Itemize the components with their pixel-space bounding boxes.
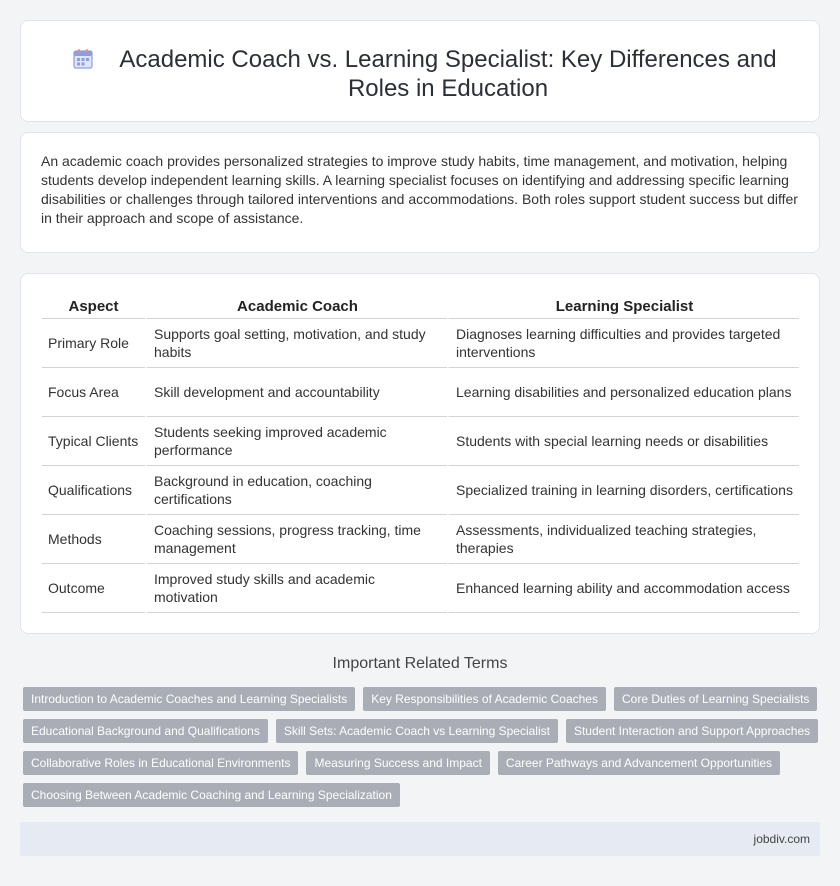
comparison-table-card <box>20 273 820 634</box>
table-row <box>42 417 799 466</box>
related-term-tag[interactable]: Career Pathways and Advancement Opportunities <box>498 751 780 775</box>
academic-coach-cell: Improved study skills and academic motivation <box>145 564 447 613</box>
header <box>71 45 779 103</box>
header-card <box>20 20 820 122</box>
intro-card <box>20 132 820 253</box>
related-term-tag[interactable]: Collaborative Roles in Educational Environments <box>23 751 298 775</box>
table-header-row <box>42 293 799 319</box>
aspect-cell: Typical Clients <box>42 417 145 466</box>
calendar-icon <box>71 47 95 71</box>
column-header-aspect: Aspect <box>42 293 145 319</box>
related-terms-title: Important Related Terms <box>332 655 508 672</box>
column-header-academic-coach: Academic Coach <box>145 293 447 319</box>
table-row <box>42 319 799 368</box>
related-term-tag[interactable]: Measuring Success and Impact <box>306 751 489 775</box>
academic-coach-cell: Background in education, coaching certifications <box>145 466 447 515</box>
learning-specialist-cell: Diagnoses learning difficulties and provides targeted interventions <box>447 319 799 368</box>
column-header-learning-specialist: Learning Specialist <box>447 293 799 319</box>
related-term-tag[interactable]: Educational Background and Qualifications <box>23 719 268 743</box>
related-term-tag[interactable]: Introduction to Academic Coaches and Learning Specialists <box>23 687 355 711</box>
aspect-cell: Focus Area <box>42 368 145 417</box>
related-term-tag[interactable]: Core Duties of Learning Specialists <box>614 687 817 711</box>
aspect-cell: Primary Role <box>42 319 145 368</box>
table-row <box>42 515 799 564</box>
table-row <box>42 368 799 417</box>
learning-specialist-cell: Enhanced learning ability and accommodation access <box>447 564 799 613</box>
related-term-tag[interactable]: Skill Sets: Academic Coach vs Learning Specialist <box>276 719 558 743</box>
related-term-tag[interactable]: Key Responsibilities of Academic Coaches <box>363 687 606 711</box>
learning-specialist-cell: Assessments, individualized teaching strategies, therapies <box>447 515 799 564</box>
comparison-table <box>42 293 799 613</box>
learning-specialist-cell: Learning disabilities and personalized education plans <box>447 368 799 417</box>
footer <box>20 822 820 856</box>
learning-specialist-cell: Students with special learning needs or disabilities <box>447 417 799 466</box>
academic-coach-cell: Skill development and accountability <box>145 368 447 417</box>
related-terms-tags <box>23 687 823 807</box>
intro-paragraph: An academic coach provides personalized strategies to improve study habits, time management, and motivation, helping students develop independent learning skills. A learning specialist focuses on identifying and addressing specific learning disabilities or challenges through tailored interventions and accommodations. Both roles support student success but differ in their approach and scope of assistance. <box>41 153 798 226</box>
learning-specialist-cell: Specialized training in learning disorders, certifications <box>447 466 799 515</box>
table-row <box>42 564 799 613</box>
related-term-tag[interactable]: Choosing Between Academic Coaching and Learning Specialization <box>23 783 400 807</box>
academic-coach-cell: Students seeking improved academic performance <box>145 417 447 466</box>
footer-site-link[interactable]: jobdiv.com <box>753 832 810 846</box>
academic-coach-cell: Supports goal setting, motivation, and study habits <box>145 319 447 368</box>
academic-coach-cell: Coaching sessions, progress tracking, time management <box>145 515 447 564</box>
aspect-cell: Methods <box>42 515 145 564</box>
related-term-tag[interactable]: Student Interaction and Support Approaches <box>566 719 818 743</box>
aspect-cell: Qualifications <box>42 466 145 515</box>
page-title: Academic Coach vs. Learning Specialist: Key Differences and Roles in Education <box>119 46 777 102</box>
table-row <box>42 466 799 515</box>
aspect-cell: Outcome <box>42 564 145 613</box>
